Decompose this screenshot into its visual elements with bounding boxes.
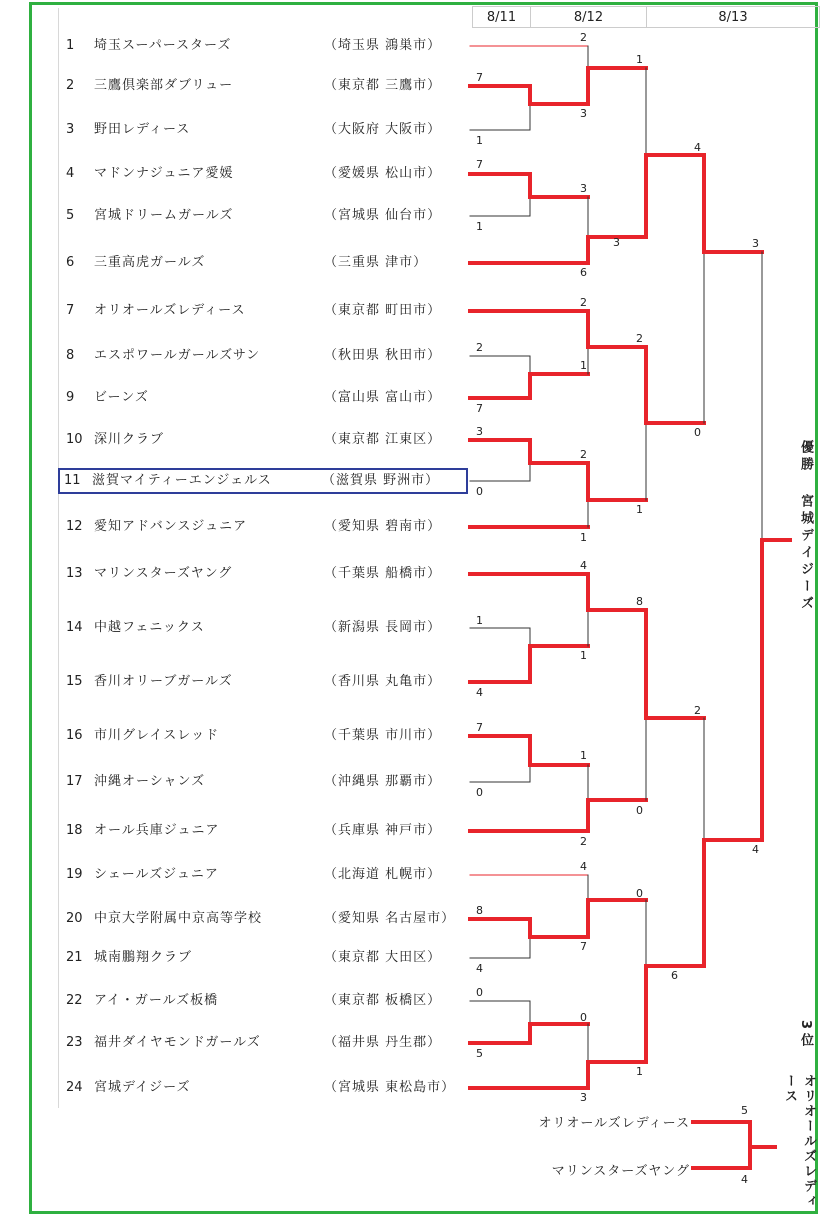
team-name: 市川グレイスレッド xyxy=(94,728,220,743)
team-name: 野田レディース xyxy=(94,122,191,137)
team-number: 5 xyxy=(66,208,75,223)
third-match-team-a: オリオールズレディース xyxy=(538,1116,690,1131)
team-name: マリンスターズヤング xyxy=(94,566,233,581)
score-label: 7 xyxy=(476,402,483,415)
score-label: 6 xyxy=(580,266,587,279)
team-number: 8 xyxy=(66,348,75,363)
team-number: 9 xyxy=(66,390,75,405)
team-number: 13 xyxy=(66,566,83,581)
team-prefecture: （東京都 江東区） xyxy=(324,432,442,447)
team-name: 埼玉スーパースターズ xyxy=(94,38,232,53)
team-name: 愛知アドバンスジュニア xyxy=(94,519,248,534)
team-number: 17 xyxy=(66,774,83,789)
score-label: 7 xyxy=(580,940,587,953)
team-prefecture: （愛知県 名古屋市） xyxy=(324,911,456,926)
score-label: 5 xyxy=(476,1047,483,1060)
score-label: 4 xyxy=(476,686,483,699)
team-name: 三鷹倶楽部ダブリュー xyxy=(94,78,234,93)
team-prefecture: （愛知県 碧南市） xyxy=(324,519,442,534)
team-prefecture: （東京都 三鷹市） xyxy=(324,78,442,93)
score-label: 7 xyxy=(476,721,483,734)
score-label: 2 xyxy=(694,704,701,717)
date-day1: 8/11 xyxy=(472,6,530,28)
score-label: 7 xyxy=(476,71,483,84)
score-label: 4 xyxy=(580,860,587,873)
team-prefecture: （埼玉県 鴻巣市） xyxy=(324,38,442,53)
score-label: 0 xyxy=(636,804,643,817)
team-name: 深川クラブ xyxy=(94,432,165,447)
score-label: 4 xyxy=(752,843,759,856)
team-name: 中京大学附属中京高等学校 xyxy=(94,911,263,926)
team-prefecture: （東京都 大田区） xyxy=(324,950,442,965)
score-label: 4 xyxy=(476,962,483,975)
score-label: 0 xyxy=(476,786,483,799)
team-name: 福井ダイヤモンドガールズ xyxy=(94,1035,261,1050)
team-number: 19 xyxy=(66,867,83,882)
score-label: 6 xyxy=(671,969,678,982)
team-number: 23 xyxy=(66,1035,83,1050)
score-label: 0 xyxy=(580,1011,587,1024)
team-number: 3 xyxy=(66,122,75,137)
team-prefecture: （大阪府 大阪市） xyxy=(324,122,442,137)
score-label: 5 xyxy=(741,1104,748,1117)
team-number: 16 xyxy=(66,728,83,743)
score-label: 1 xyxy=(636,53,643,66)
score-label: 4 xyxy=(694,141,701,154)
score-label: 0 xyxy=(694,426,701,439)
score-label: 4 xyxy=(741,1173,748,1186)
score-label: 1 xyxy=(636,503,643,516)
team-prefecture: （東京都 板橋区） xyxy=(324,993,442,1008)
team-name: マドンナジュニア愛媛 xyxy=(94,166,234,181)
score-label: 3 xyxy=(580,1091,587,1104)
score-label: 3 xyxy=(476,425,483,438)
team-number: 1 xyxy=(66,38,75,53)
team-name: 香川オリーブガールズ xyxy=(94,674,233,689)
score-label: 2 xyxy=(636,332,643,345)
team-name: エスポワールガールズサン xyxy=(94,348,261,363)
score-label: 2 xyxy=(580,448,587,461)
team-prefecture: （富山県 富山市） xyxy=(324,390,442,405)
team-prefecture: （香川県 丸亀市） xyxy=(324,674,442,689)
third-place-label: 3位 xyxy=(798,1020,813,1051)
team-prefecture: （東京都 町田市） xyxy=(324,303,442,318)
score-label: 0 xyxy=(476,485,483,498)
date-day3: 8/13 xyxy=(646,6,820,28)
team-name: 滋賀マイティーエンジェルス xyxy=(92,473,272,488)
team-number: 12 xyxy=(66,519,83,534)
team-name: 沖縄オーシャンズ xyxy=(94,774,206,789)
team-number: 22 xyxy=(66,993,83,1008)
team-number: 24 xyxy=(66,1080,83,1095)
team-prefecture: （愛媛県 松山市） xyxy=(324,166,442,181)
team-prefecture: （千葉県 市川市） xyxy=(324,728,442,743)
team-name: 中越フェニックス xyxy=(94,620,205,635)
score-label: 4 xyxy=(580,559,587,572)
score-label: 8 xyxy=(476,904,483,917)
score-label: 1 xyxy=(476,614,483,627)
champion-label: 優勝 xyxy=(798,440,813,474)
score-label: 1 xyxy=(580,531,587,544)
score-label: 8 xyxy=(636,595,643,608)
team-number: 11 xyxy=(64,473,81,488)
score-label: 7 xyxy=(476,158,483,171)
team-name: ビーンズ xyxy=(94,390,149,405)
score-label: 1 xyxy=(580,749,587,762)
score-label: 3 xyxy=(613,236,620,249)
score-label: 0 xyxy=(636,887,643,900)
team-number: 15 xyxy=(66,674,83,689)
team-number: 10 xyxy=(66,432,83,447)
team-name: アイ・ガールズ板橋 xyxy=(94,993,219,1008)
team-name: シェールズジュニア xyxy=(94,867,219,882)
team-number: 6 xyxy=(66,255,75,270)
champion-team: 宮城デイジーズ xyxy=(798,494,813,613)
team-prefecture: （北海道 札幌市） xyxy=(324,867,442,882)
team-number: 2 xyxy=(66,78,75,93)
score-label: 1 xyxy=(476,134,483,147)
team-prefecture: （宮城県 東松島市） xyxy=(324,1080,456,1095)
score-label: 3 xyxy=(752,237,759,250)
team-number: 21 xyxy=(66,950,83,965)
date-day2: 8/12 xyxy=(530,6,646,28)
team-number: 18 xyxy=(66,823,83,838)
score-label: 3 xyxy=(580,107,587,120)
team-prefecture: （滋賀県 野洲市） xyxy=(322,473,440,488)
score-label: 3 xyxy=(580,182,587,195)
team-name: 宮城デイジーズ xyxy=(94,1080,191,1095)
team-prefecture: （沖縄県 那覇市） xyxy=(324,774,442,789)
score-label: 1 xyxy=(580,359,587,372)
team-name: 三重高虎ガールズ xyxy=(94,255,206,270)
team-name: オール兵庫ジュニア xyxy=(94,823,220,838)
team-prefecture: （三重県 津市） xyxy=(324,255,428,270)
team-number: 20 xyxy=(66,911,83,926)
third-match-team-b: マリンスターズヤング xyxy=(551,1164,690,1179)
team-name: 宮城ドリームガールズ xyxy=(94,208,234,223)
third-place-team: オリオールズレディース xyxy=(782,1074,816,1209)
team-prefecture: （新潟県 長岡市） xyxy=(324,620,442,635)
score-label: 2 xyxy=(580,296,587,309)
team-prefecture: （秋田県 秋田市） xyxy=(324,348,442,363)
team-number: 14 xyxy=(66,620,83,635)
team-prefecture: （兵庫県 神戸市） xyxy=(324,823,442,838)
team-prefecture: （千葉県 船橋市） xyxy=(324,566,442,581)
score-label: 1 xyxy=(476,220,483,233)
team-name: オリオールズレディース xyxy=(94,303,246,318)
team-number: 4 xyxy=(66,166,75,181)
team-prefecture: （宮城県 仙台市） xyxy=(324,208,442,223)
score-label: 1 xyxy=(580,649,587,662)
team-number: 7 xyxy=(66,303,75,318)
score-label: 0 xyxy=(476,986,483,999)
score-label: 2 xyxy=(580,835,587,848)
score-label: 2 xyxy=(580,31,587,44)
score-label: 2 xyxy=(476,341,483,354)
score-label: 1 xyxy=(636,1065,643,1078)
team-name: 城南鵬翔クラブ xyxy=(94,950,193,965)
team-prefecture: （福井県 丹生郡） xyxy=(324,1035,442,1050)
